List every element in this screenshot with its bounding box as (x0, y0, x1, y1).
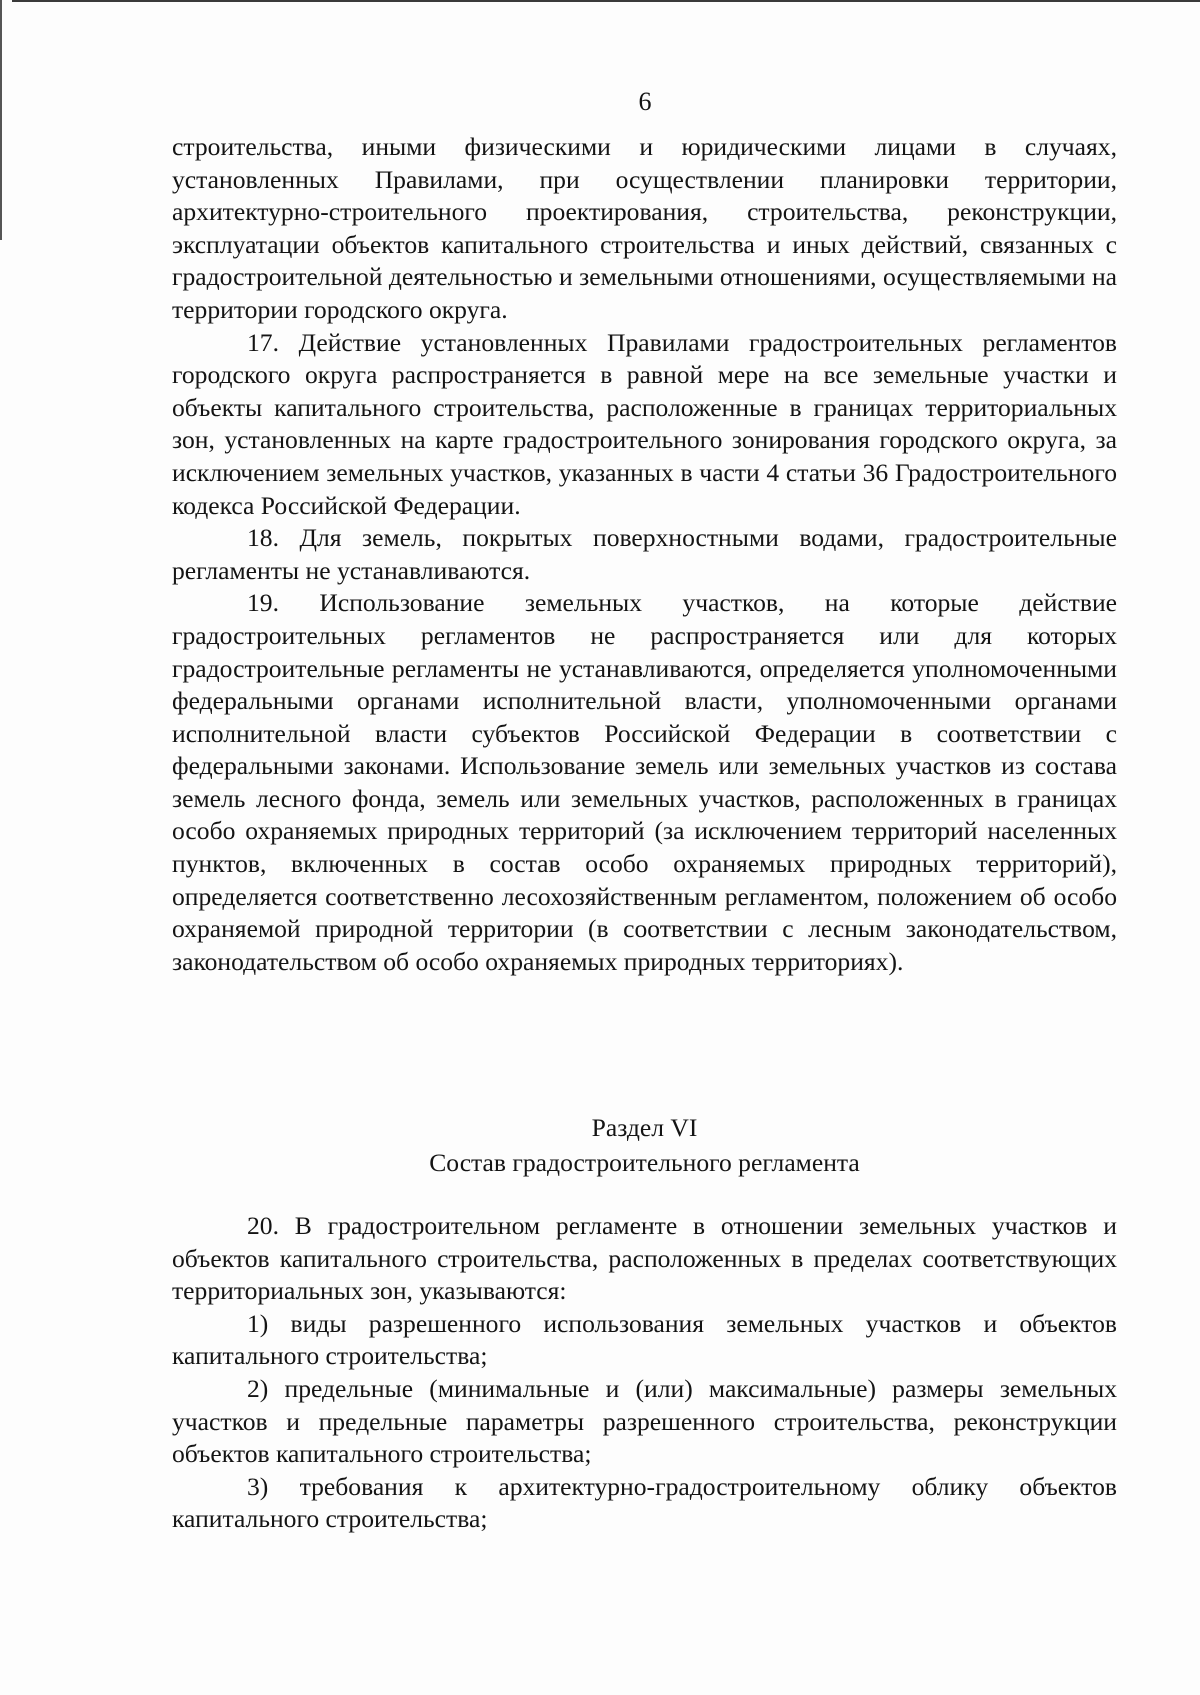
paragraph-17: 17. Действие установленных Правилами градостроительных регламентов городского округа распространяется в равной мере на все земельные участки и объекты капитального строительства, расположенные в границах территориальных зон, установленных на карте градостроительного зонирования городского округа, за исключением земельных участков, указанных в части 4 статьи 36 Градостроительного кодекса Российской Федерации. (172, 327, 1117, 520)
paragraph-18: 18. Для земель, покрытых поверхностными водами, градостроительные регламенты не устанавливаются. (172, 523, 1117, 585)
list-item-3: 3) требования к архитектурно-градостроительному облику объектов капитального строительства; (172, 1471, 1117, 1534)
scan-edge-top (12, 0, 1200, 2)
page-number: 6 (638, 87, 652, 116)
paragraph-20: 20. В градостроительном регламенте в отношении земельных участков и объектов капитального строительства, расположенных в пределах соответствующих территориальных зон, указываются: (172, 1211, 1117, 1306)
paragraph-19: 19. Использование земельных участков, на которые действие градостроительных регламентов не распространяется или для которых градостроительные регламенты не устанавливаются, определяется уполномоченными федеральными органами исполнительной власти, уполномоченными органами исполнительной власти субъектов Российской Федерации в соответствии с федеральными законами. Использование земель или земельных участков из состава земель лесного фонда, земель или земельных участков, расположенных в границах особо охраняемых природных территорий (за исключением территорий населенных пунктов, включенных в состав особо охраняемых природных территорий), определяется соответственно лесохозяйственным регламентом, положением об особо охраняемой природной территории (в соответствии с лесным законодательством, законодательством об особо охраняемых природных территориях). (172, 588, 1117, 976)
list-item-1: 1) виды разрешенного использования земельных участков и объектов капитального строительства; (172, 1308, 1117, 1371)
body-text-upper (172, 131, 1117, 978)
section-number: Раздел VI (591, 1113, 698, 1142)
scan-edge-left (0, 0, 2, 240)
section-title: Состав градостроительного регламента (429, 1148, 860, 1177)
body-text-lower (172, 1210, 1117, 1536)
list-item-2: 2) предельные (минимальные и (или) максимальные) размеры земельных участков и предельные параметры разрешенного строительства, реконструкции объектов капитального строительства; (172, 1373, 1117, 1469)
paragraph-16-continuation: строительства, иными физическими и юридическими лицами в случаях, установленных Правилами, при осуществлении планировки территории, архитектурно-строительного проектирования, строительства, реконструкции, эксплуатации объектов капитального строительства и иных действий, связанных с градостроительной деятельностью и земельными отношениями, осуществляемыми на территории городского округа. (172, 132, 1117, 324)
